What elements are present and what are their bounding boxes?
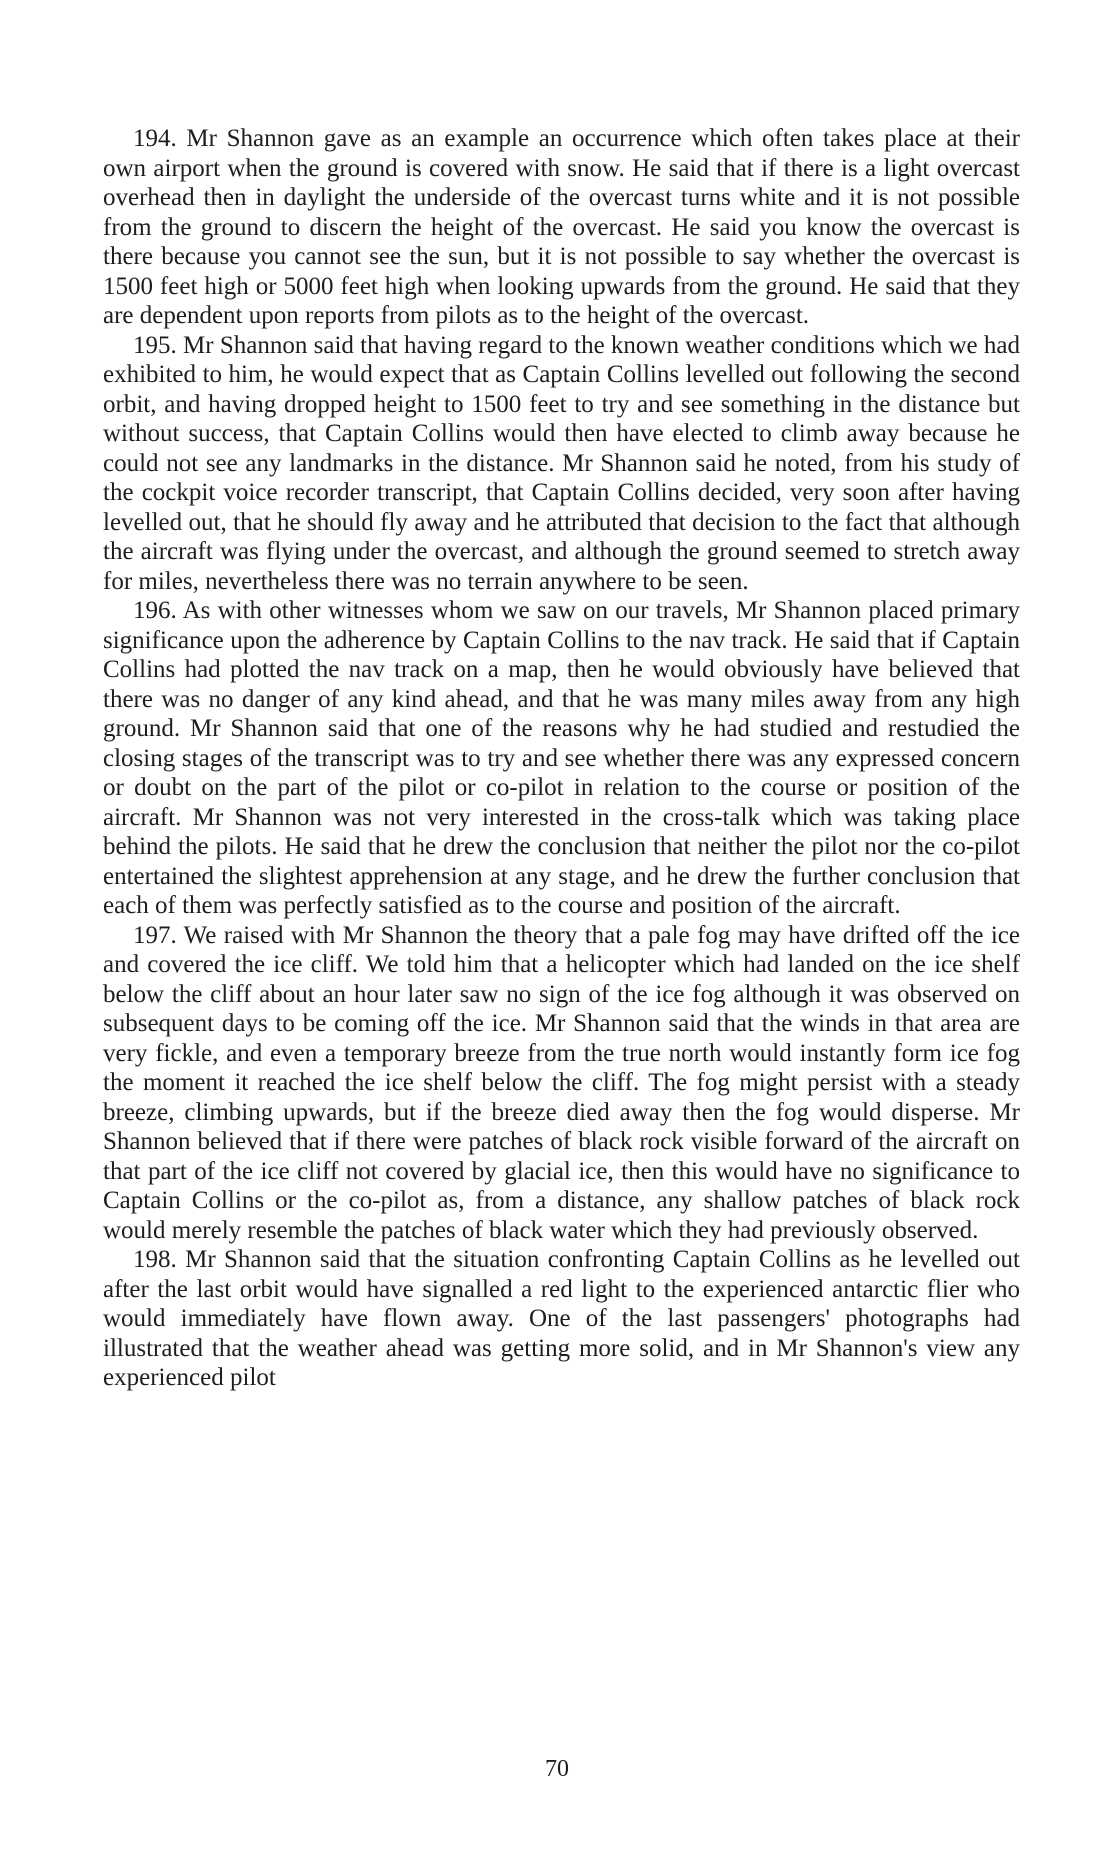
document-body (103, 124, 1020, 1393)
paragraph-198: 198. Mr Shannon said that the situation confronting Captain Collins as he levelled out after the last orbit would have signalled a red light to the experienced antarctic flier who would immediately have flown away. One of the last passengers' photographs had illustrated that the weather ahead was getting more solid, and in Mr Shannon's view any experienced pilot (103, 1246, 1020, 1391)
paragraph-196: 196. As with other witnesses whom we saw on our travels, Mr Shannon placed primary significance upon the adherence by Captain Collins to the nav track. He said that if Captain Collins had plotted the nav track on a map, then he would obviously have believed that there was no danger of any kind ahead, and that he was many miles away from any high ground. Mr Shannon said that one of the reasons why he had studied and restudied the closing stages of the transcript was to try and see whether there was any expressed concern or doubt on the part of the pilot or co-pilot in relation to the course or position of the aircraft. Mr Shannon was not very interested in the cross-talk which was taking place behind the pilots. He said that he drew the conclusion that neither the pilot nor the co-pilot entertained the slightest apprehension at any stage, and he drew the further conclusion that each of them was perfectly satisfied as to the course and position of the aircraft. (103, 597, 1020, 919)
page-number: 70 (545, 1756, 569, 1782)
paragraph-195: 195. Mr Shannon said that having regard to the known weather conditions which we had exhibited to him, he would expect that as Captain Collins levelled out following the second orbit, and having dropped height to 1500 feet to try and see something in the distance but without success, that Captain Collins would then have elected to climb away because he could not see any landmarks in the distance. Mr Shannon said he noted, from his study of the cockpit voice recorder transcript, that Captain Collins decided, very soon after having levelled out, that he should fly away and he attributed that decision to the fact that although the aircraft was flying under the overcast, and although the ground seemed to stretch away for miles, nevertheless there was no terrain anywhere to be seen. (103, 331, 1020, 595)
paragraph-197: 197. We raised with Mr Shannon the theory that a pale fog may have drifted off the ice and covered the ice cliff. We told him that a helicopter which had landed on the ice shelf below the cliff about an hour later saw no sign of the ice fog although it was observed on subsequent days to be coming off the ice. Mr Shannon said that the winds in that area are very fickle, and even a temporary breeze from the true north would instantly form ice fog the moment it reached the ice shelf below the cliff. The fog might persist with a steady breeze, climbing upwards, but if the breeze died away then the fog would disperse. Mr Shannon believed that if there were patches of black rock visible forward of the aircraft on that part of the ice cliff not covered by glacial ice, then this would have no significance to Captain Collins or the co-pilot as, from a distance, any shallow patches of black rock would merely resemble the patches of black water which they had previously observed. (103, 921, 1020, 1244)
paragraph-194: 194. Mr Shannon gave as an example an occurrence which often takes place at their own airport when the ground is covered with snow. He said that if there is a light overcast overhead then in daylight the underside of the overcast turns white and it is not possible from the ground to discern the height of the overcast. He said you know the overcast is there because you cannot see the sun, but it is not possible to say whether the overcast is 1500 feet high or 5000 feet high when looking upwards from the ground. He said that they are dependent upon reports from pilots as to the height of the overcast. (103, 125, 1020, 329)
